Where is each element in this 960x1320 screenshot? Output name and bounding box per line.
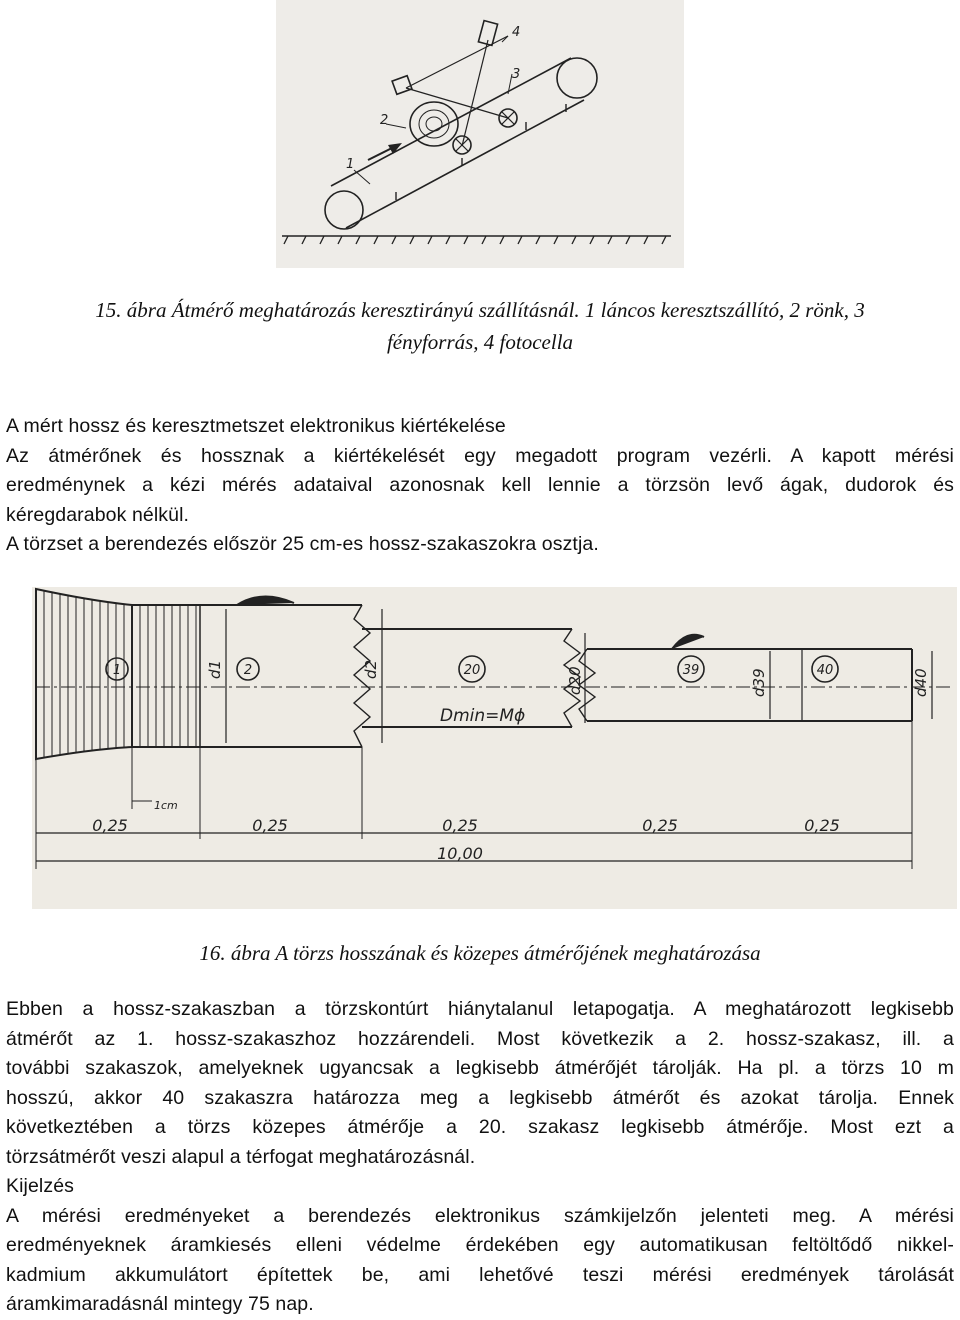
section-2-text [6,995,954,1320]
section-label-2: 2 [243,663,253,678]
label-1: 1 [346,157,355,172]
conveyor-sketch [276,0,684,268]
diameter-label-d40: d40 [912,668,930,697]
length-label-4: 0,25 [642,816,678,835]
length-label-3: 0,25 [442,816,478,835]
section-label-39: 39 [682,663,700,678]
diameter-label-d20: d20 [566,666,584,695]
figure-log-segments-diagram [32,587,957,909]
log-cross-section [410,102,458,146]
section-1-line-1: Az átmérőnek és hossznak a kiértékelését egy megadott program vezérli. A kapott mérési [6,444,954,467]
length-label-2: 0,25 [252,816,288,835]
dmin-label: Dmin=Mϕ [440,706,526,726]
section-2-line-5: következtében a törzs közepes átmérője a 20. szakasz legkisebb átmérője. Most ezt a [6,1116,954,1138]
diameter-label-d39: d39 [750,668,768,697]
section-2-line-6: törzsátmérőt veszi alapul a térfogat meghatározásnál. [6,1145,476,1168]
figure-cross-transport-diagram [276,0,684,268]
diameter-label-d2: d2 [362,659,380,679]
light-ray-3 [462,40,488,146]
section-1-text [6,412,954,560]
caption-1-line-1: 15. ábra Átmérő meghatározás keresztirányú szállításnál. 1 láncos keresztszállító, 2 rönk, 3 [95,298,865,322]
log-segments-sketch [32,587,957,909]
label-4: 4 [512,25,521,40]
figure-2-caption: 16. ábra A törzs hosszának és közepes átmérőjének meghatározása [199,941,761,965]
figure-1-caption [10,294,950,358]
length-label-1: 0,25 [92,816,128,835]
ground-hatching [284,236,666,244]
section-1-line-4: A törzset a berendezés először 25 cm-es hossz-szakaszokra osztja. [6,533,599,555]
section-2-line-4: hosszú, akkor 40 szakaszra határozza meg a legkisebb átmérőt és azokat tárolja. Ennek [6,1086,954,1109]
cm-label: 1cm [154,799,178,812]
section-2-line-3: további szakaszok, amelyeknek ugyancsak a legkisebb átmérőjét tárolják. Ha pl. a törzs 10 m [6,1057,954,1079]
section-2b-line-2: eredményeknek áramkiesés elleni védelme érdekében egy automatikusan feltöltődő nikkel- [6,1234,954,1256]
label-3: 3 [512,67,521,82]
conveyor-wheel-lower [325,191,363,229]
section-label-40: 40 [816,663,834,678]
knot-bump-2 [672,635,704,649]
section-2-line-1: Ebben a hossz-szakaszban a törzskontúrt hiánytalanul letapogatja. A meghatározott legkisebb [6,998,954,1020]
diameter-label-d1: d1 [206,659,224,679]
section-2-heading: Kijelzés [6,1175,74,1197]
section-2b-line-3: kadmium akkumulátort építettek be, ami lehetővé teszi mérési eredmények tárolását [6,1263,954,1286]
section-1-line-3: kéregdarabok nélkül. [6,503,190,526]
length-label-5: 0,25 [804,816,840,835]
knot-bump [237,596,294,605]
section-label-20: 20 [463,663,481,678]
caption-1-line-2: fényforrás, 4 fotocella [386,330,574,354]
section-1-line-2: eredménynek a kézi mérés adataival azonosnak kell lennie a törzsön levő ágak, dudorok és [6,474,954,496]
light-source [392,76,412,95]
conveyor-top [331,58,571,186]
conveyor-wheel-upper [557,58,597,98]
section-1-heading: A mért hossz és keresztmetszet elektronikus kiértékelése [6,415,506,437]
light-ray-2 [406,88,508,118]
section-2b-line-1: A mérési eredményeket a berendezés elektronikus számkijelzőn jelenteti meg. A mérési [6,1204,954,1227]
label-2: 2 [380,113,389,128]
section-label-1: 1 [112,663,122,678]
section-2-line-2: átmérőt az 1. hossz-szakaszhoz hozzárendeli. Most következik a 2. hossz-szakasz, ill. a [6,1027,954,1050]
section-2b-line-4: áramkimaradásnál mintegy 75 nap. [6,1293,314,1315]
total-length-label: 10,00 [437,844,483,863]
